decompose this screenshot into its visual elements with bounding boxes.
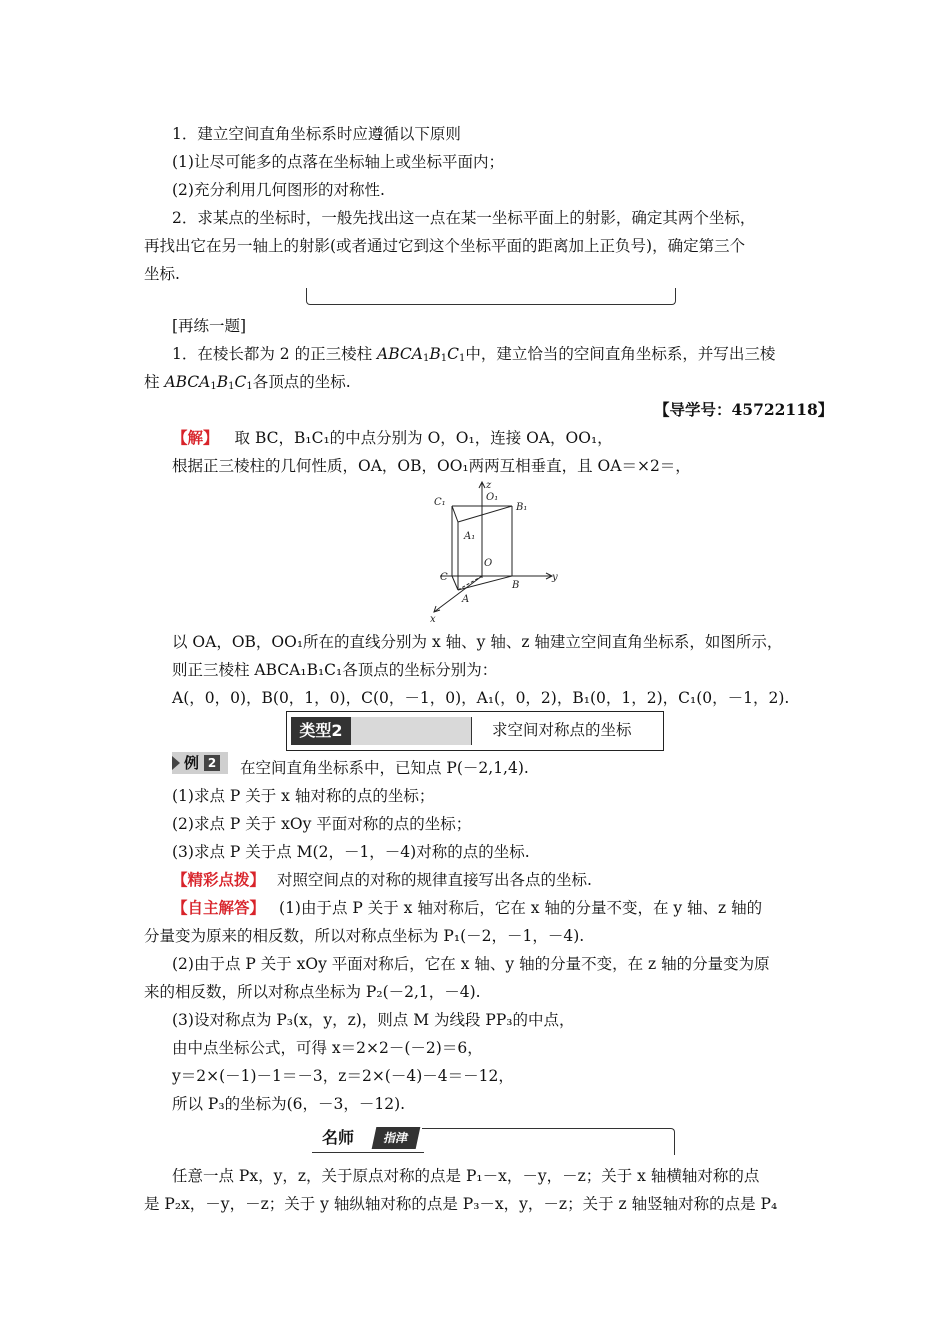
label-x: x [430, 614, 436, 625]
type-tag: 类型2 [291, 717, 351, 745]
edge-A-B [458, 576, 512, 590]
practice-question-line-2 [144, 372, 351, 397]
example-question-3: (3)求点 P 关于点 M(2，－1，－4)对称的点的坐标. [172, 843, 530, 861]
q1-c-letter: C [447, 345, 459, 363]
label-y: y [552, 572, 558, 583]
prism-coordinate-figure [420, 478, 570, 628]
teacher-tag: 指津 [372, 1127, 421, 1149]
answer-line-1 [172, 898, 762, 918]
tip-line-5: 再找出它在另一轴上的射影(或者通过它到这个坐标平面的距离加上正负号)，确定第三个 [144, 237, 746, 255]
answer-line-5: (3)设对称点为 P₃(x，y，z)，则点 M 为线段 PP₃的中点， [172, 1011, 575, 1029]
sub-1: 1 [458, 353, 466, 364]
solution-line-1 [172, 428, 613, 448]
example-badge-number: 2 [204, 755, 220, 771]
teacher-frame [422, 1128, 675, 1155]
example-question-2: (2)求点 P 关于 xOy 平面对称的点的坐标； [172, 815, 472, 833]
label-A1: A₁ [464, 531, 476, 542]
hint-text: 对照空间点的对称的规律直接写出各点的坐标. [277, 871, 592, 889]
label-C: C [440, 572, 448, 583]
q1-middle: 中，建立恰当的空间直角坐标系，并写出三棱 [465, 345, 776, 363]
teacher-underline [312, 1152, 424, 1153]
sub-1: 1 [210, 381, 217, 392]
tip-line-1: 1．建立空间直角坐标系时应遵循以下原则 [172, 125, 461, 143]
label-O: O [484, 558, 493, 569]
type-section-box [286, 711, 664, 751]
edge-A1-B1 [458, 506, 512, 522]
sub-1: 1 [228, 381, 235, 392]
q1-b-letter: B [429, 345, 441, 363]
teacher-line-1: 任意一点 Px，y，z，关于原点对称的点是 P₁－x，－y，－z；关于 x 轴横轴对称的点 [172, 1167, 760, 1185]
practice-question-line-1 [172, 344, 775, 369]
edge-C1-A1 [452, 506, 458, 522]
practice-header: [再练一题] [172, 317, 247, 335]
answer-line-4: 来的相反数，所以对称点坐标为 P₂(－2,1，－4). [144, 983, 481, 1001]
q1b-prism: ABCA [164, 373, 211, 391]
solution-line-3: 以 OA，OB，OO₁所在的直线分别为 x 轴、y 轴、z 轴建立空间直角坐标系，如图所示， [172, 633, 783, 651]
answer-line-8: 所以 P₃的坐标为(6，－3，－12). [172, 1095, 406, 1113]
label-A: A [462, 594, 470, 605]
q1b-prefix: 柱 [144, 373, 165, 391]
teacher-label: 名师 [322, 1128, 355, 1147]
solution-text-1: 取 BC，B₁C₁的中点分别为 O，O₁，连接 OA，OO₁， [234, 429, 613, 447]
q1b-suffix: 各顶点的坐标. [252, 373, 351, 391]
hint-line [172, 870, 592, 890]
type-tag-band [291, 717, 472, 745]
teacher-guidance-header [312, 1124, 676, 1158]
solution-tag: 【解】 [172, 428, 219, 447]
tip-line-2: (1)让尽可能多的点落在坐标轴上或坐标平面内； [172, 153, 504, 171]
teacher-line-2: 是 P₂x，－y，－z；关于 y 轴纵轴对称的点是 P₃－x，y，－z；关于 z 轴竖轴对称的点是 P₄ [144, 1195, 778, 1213]
answer-line-3: (2)由于点 P 关于 xOy 平面对称后，它在 x 轴、y 轴的分量不变，在 z 轴的分量变为原 [172, 955, 770, 973]
q1-prefix: 1．在棱长都为 2 的正三棱柱 [172, 345, 378, 363]
answer-line-6: 由中点坐标公式，可得 x＝2×2－(－2)＝6， [172, 1039, 483, 1057]
example-stem: 在空间直角坐标系中，已知点 P(－2,1,4). [240, 759, 529, 777]
label-z: z [486, 480, 492, 491]
sub-1: 1 [422, 353, 430, 364]
solution-line-5: A(，0，0)，B(0，1，0)，C(0，－1，0)，A₁(，0，2)，B₁(0，1，2)，C₁(0，－1，2). [172, 689, 790, 707]
tip-line-4: 2．求某点的坐标时，一般先找出这一点在某一坐标平面上的射影，确定其两个坐标， [172, 209, 756, 227]
section-divider-bracket [306, 288, 676, 305]
guide-number: 【导学号：45722118】 [654, 400, 834, 419]
label-O1: O₁ [486, 492, 499, 503]
type-title: 求空间对称点的坐标 [492, 721, 632, 739]
label-B1: B₁ [516, 502, 528, 513]
example-badge [172, 752, 228, 774]
solution-line-2: 根据正三棱柱的几何性质，OA，OB，OO₁两两互相垂直，且 OA＝×2＝， [172, 457, 691, 475]
q1-prism: ABCA [377, 345, 423, 363]
answer-tag: 【自主解答】 [172, 898, 266, 917]
answer-text-1: (1)由于点 P 关于 x 轴对称后，它在 x 轴的分量不变，在 y 轴、z 轴的 [279, 899, 763, 917]
sub-1: 1 [246, 381, 253, 392]
label-C1: C₁ [434, 497, 446, 508]
answer-line-7: y＝2×(－1)－1＝－3，z＝2×(－4)－4＝－12， [172, 1067, 514, 1085]
q1b-c-letter: C [234, 373, 247, 391]
triangle-icon [172, 756, 180, 770]
tip-line-6: 坐标. [144, 265, 180, 283]
q1b-b-letter: B [216, 373, 229, 391]
hint-tag: 【精彩点拨】 [172, 870, 266, 889]
tip-line-3: (2)充分利用几何图形的对称性. [172, 181, 385, 199]
solution-line-4: 则正三棱柱 ABCA₁B₁C₁各顶点的坐标分别为： [172, 661, 498, 679]
label-B: B [512, 580, 520, 591]
example-question-1: (1)求点 P 关于 x 轴对称的点的坐标； [172, 787, 435, 805]
example-badge-label: 例 [184, 754, 200, 772]
sub-1: 1 [440, 353, 448, 364]
edge-C-A [452, 576, 458, 590]
answer-line-2: 分量变为原来的相反数，所以对称点坐标为 P₁(－2，－1，－4). [144, 927, 585, 945]
